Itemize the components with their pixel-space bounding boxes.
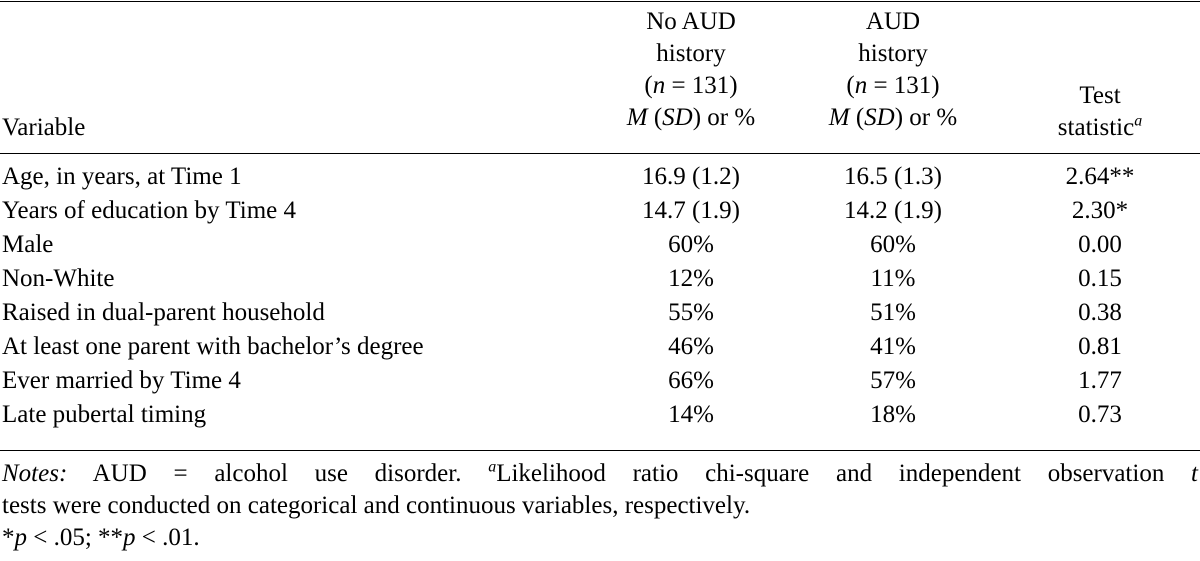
cell-test-statistic: 0.73 bbox=[1078, 401, 1122, 428]
cell-test-statistic: 0.38 bbox=[1078, 299, 1122, 326]
cell-aud: 51% bbox=[870, 299, 916, 326]
table-row bbox=[0, 296, 1200, 330]
cell-test-statistic: 0.00 bbox=[1078, 231, 1122, 258]
cell-aud: 41% bbox=[870, 333, 916, 360]
cell-variable: Late pubertal timing bbox=[2, 401, 207, 428]
header-aud-history: AUD history (n = 131) M (SD) or % bbox=[800, 6, 986, 134]
header-no-aud-history: No AUD history (n = 131) M (SD) or % bbox=[598, 6, 784, 134]
cell-aud: 16.5 (1.3) bbox=[844, 163, 942, 190]
cell-no-aud: 46% bbox=[668, 333, 714, 360]
cell-variable: Age, in years, at Time 1 bbox=[2, 163, 242, 190]
cell-no-aud: 55% bbox=[668, 299, 714, 326]
header-bottom-rule bbox=[0, 153, 1200, 154]
cell-test-statistic: 2.64** bbox=[1065, 163, 1135, 190]
cell-aud: 14.2 (1.9) bbox=[844, 197, 942, 224]
table-row bbox=[0, 398, 1200, 432]
cell-aud: 60% bbox=[870, 231, 916, 258]
cell-variable: Raised in dual-parent household bbox=[2, 299, 325, 326]
cell-variable: At least one parent with bachelor’s degree bbox=[2, 333, 424, 360]
cell-test-statistic: 0.81 bbox=[1078, 333, 1122, 360]
notes-significance: *p < .05; **p < .01. bbox=[2, 524, 200, 551]
notes-line-2: tests were conducted on categorical and continuous variables, respectively. bbox=[2, 492, 751, 519]
cell-aud: 11% bbox=[870, 265, 916, 292]
cell-aud: 57% bbox=[870, 367, 916, 394]
table-bottom-rule bbox=[0, 450, 1200, 451]
cell-variable: Ever married by Time 4 bbox=[2, 367, 241, 394]
table-notes bbox=[2, 458, 1198, 554]
table-row bbox=[0, 228, 1200, 262]
table-row bbox=[0, 364, 1200, 398]
table-row bbox=[0, 194, 1200, 228]
table-row bbox=[0, 262, 1200, 296]
cell-test-statistic: 0.15 bbox=[1078, 265, 1122, 292]
table-top-rule bbox=[0, 1, 1200, 2]
cell-no-aud: 60% bbox=[668, 231, 714, 258]
notes-line-1: Notes: AUD = alcohol use disorder. $^a$Likelihood ratio chi-square and independent observation t bbox=[2, 458, 1198, 487]
table-row bbox=[0, 160, 1200, 194]
cell-aud: 18% bbox=[870, 401, 916, 428]
cell-no-aud: 66% bbox=[668, 367, 714, 394]
cell-test-statistic: 2.30* bbox=[1071, 197, 1129, 224]
cell-variable: Non-White bbox=[2, 265, 115, 292]
header-test-statistic: Test statistic$^a$ bbox=[1057, 82, 1143, 141]
cell-no-aud: 12% bbox=[668, 265, 714, 292]
cell-no-aud: 14% bbox=[668, 401, 714, 428]
header-no-aud-n: (n = 131) bbox=[644, 72, 738, 99]
cell-test-statistic: 1.77 bbox=[1078, 367, 1122, 394]
table-row bbox=[0, 330, 1200, 364]
cell-no-aud: 14.7 (1.9) bbox=[642, 197, 740, 224]
cell-variable: Male bbox=[2, 231, 54, 258]
cell-variable: Years of education by Time 4 bbox=[2, 197, 296, 224]
header-variable: Variable bbox=[2, 114, 86, 141]
footnote-marker-a: a bbox=[1134, 112, 1143, 130]
header-no-aud-stat: M (SD) or % bbox=[626, 104, 756, 131]
cell-no-aud: 16.9 (1.2) bbox=[642, 163, 740, 190]
header-aud-stat: M (SD) or % bbox=[828, 104, 958, 131]
header-aud-n: (n = 131) bbox=[846, 72, 940, 99]
